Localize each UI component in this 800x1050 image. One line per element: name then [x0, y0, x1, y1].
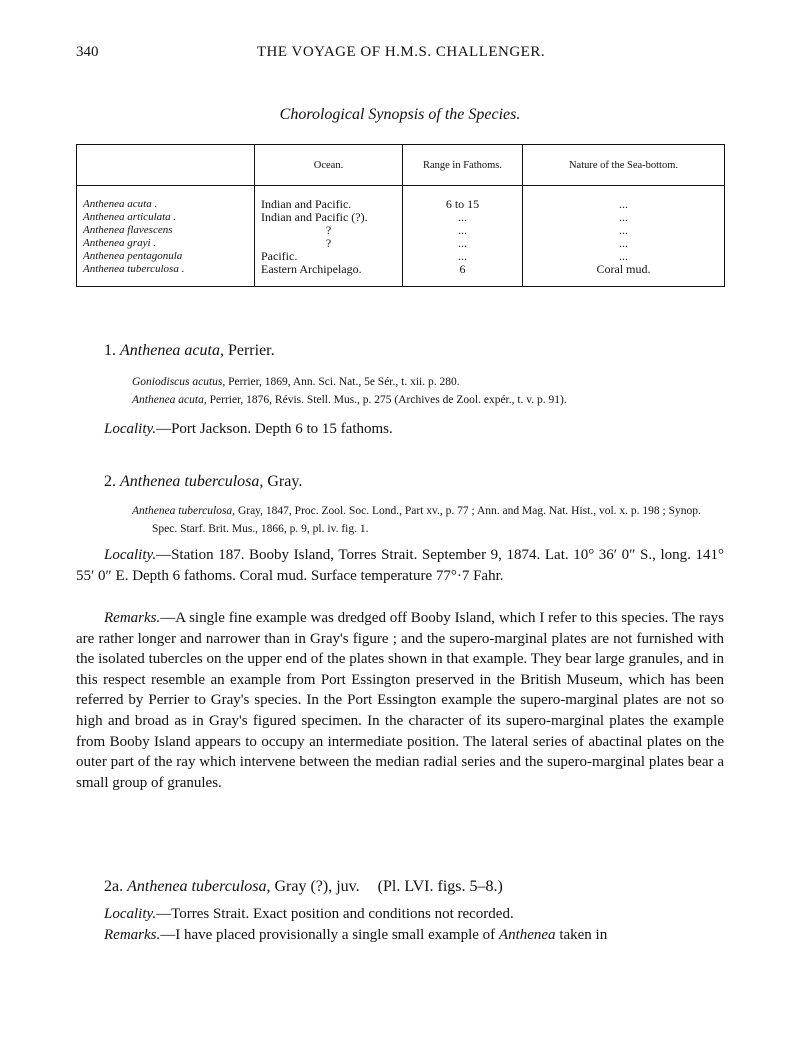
- species-author: Gray (?), juv.: [274, 878, 360, 895]
- header-ocean: Ocean.: [255, 145, 403, 186]
- ocean-cell: Indian and Pacific (?).: [255, 211, 403, 224]
- species-author: Gray.: [267, 473, 303, 490]
- synonym-ref: Perrier, 1869, Ann. Sci. Nat., 5e Sér., t. xii. p. 280.: [228, 376, 460, 388]
- species-cell: Anthenea acuta .: [83, 198, 158, 210]
- species-cell: Anthenea pentagonula: [83, 250, 183, 262]
- species-name: Anthenea acuta,: [120, 342, 224, 359]
- table-header-row: [77, 145, 725, 186]
- locality-label: Locality.: [104, 421, 157, 437]
- entry-number: 2.: [104, 473, 116, 490]
- entry-1-locality: [76, 419, 724, 440]
- range-cell: 6 to 15: [403, 186, 523, 212]
- remarks-label: Remarks.: [104, 610, 161, 626]
- synonym-ref: Gray, 1847, Proc. Zool. Soc. Lond., Part xv., p. 77 ; Ann. and Mag. Nat. Hist., vol. x. p. 198 ; Synop. Spec. Starf. Brit. Mus., 1866, p. 9, pl. iv. fig. 1.: [152, 505, 701, 535]
- synonym-name: Anthenea acuta,: [132, 394, 207, 406]
- table-row: [77, 263, 725, 287]
- table-row: [77, 186, 725, 212]
- synonym-ref: Perrier, 1876, Révis. Stell. Mus., p. 275 (Archives de Zool. expér., t. v. p. 91).: [209, 394, 567, 406]
- ocean-cell: Eastern Archipelago.: [255, 263, 403, 287]
- entry-2a-locality: [76, 904, 724, 925]
- entry-number: 2a.: [104, 878, 124, 895]
- locality-text: —Station 187. Booby Island, Torres Strait. September 9, 1874. Lat. 10° 36′ 0″ S., long. 141° 55′ 0″ E. Depth 6 fathoms. Coral mud. Surface temperature 77°·7 Fahr.: [76, 547, 724, 584]
- remarks-tail: taken in: [559, 927, 608, 943]
- entry-2a-heading: [104, 878, 503, 896]
- ocean-cell: Indian and Pacific.: [255, 186, 403, 212]
- header-range: Range in Fathoms.: [403, 145, 523, 186]
- ocean-cell: ?: [255, 224, 403, 237]
- locality-text: —Port Jackson. Depth 6 to 15 fathoms.: [156, 421, 393, 437]
- table-caption: Chorological Synopsis of the Species.: [279, 106, 521, 123]
- species-cell: Anthenea articulata .: [83, 211, 177, 223]
- range-cell: ...: [403, 250, 523, 263]
- header-bottom: Nature of the Sea-bottom.: [523, 145, 725, 186]
- page-number: 340: [76, 44, 99, 60]
- species-cell: Anthenea tuberculosa .: [83, 263, 185, 275]
- synonym-line: [132, 373, 732, 391]
- remarks-text: —I have placed provisionally a single small example of: [160, 927, 496, 943]
- entry-2-heading: [104, 473, 302, 491]
- locality-label: Locality.: [104, 547, 157, 563]
- entry-number: 1.: [104, 342, 116, 359]
- entry-2a-remarks: [76, 925, 724, 946]
- species-author: Perrier.: [227, 342, 275, 359]
- entry-2-synonymy: [132, 502, 724, 538]
- bottom-cell: Coral mud.: [523, 263, 725, 287]
- species-cell: Anthenea grayi .: [83, 237, 157, 249]
- bottom-cell: ...: [523, 186, 725, 212]
- species-name: Anthenea tuberculosa,: [120, 473, 264, 490]
- plate-reference: (Pl. LVI. figs. 5–8.): [377, 878, 503, 895]
- header-species: [77, 145, 255, 186]
- locality-label: Locality.: [104, 906, 157, 922]
- bottom-cell: ...: [523, 237, 725, 250]
- running-head: [76, 44, 726, 66]
- range-cell: 6: [403, 263, 523, 287]
- synonym-name: Anthenea tuberculosa,: [132, 505, 236, 517]
- synonym-line: [132, 391, 732, 409]
- entry-1-heading: [104, 342, 275, 360]
- ocean-cell: Pacific.: [255, 250, 403, 263]
- species-name: Anthenea tuberculosa,: [127, 878, 271, 895]
- species-cell: Anthenea flavescens: [83, 224, 173, 236]
- range-cell: ...: [403, 224, 523, 237]
- bottom-cell: ...: [523, 211, 725, 224]
- locality-text: —Torres Strait. Exact position and conditions not recorded.: [156, 906, 514, 922]
- range-cell: ...: [403, 237, 523, 250]
- synonym-name: Goniodiscus acutus,: [132, 376, 226, 388]
- bottom-cell: ...: [523, 224, 725, 237]
- remarks-label: Remarks.: [104, 927, 161, 943]
- ocean-cell: ?: [255, 237, 403, 250]
- range-cell: ...: [403, 211, 523, 224]
- entry-2-remarks: [76, 608, 724, 793]
- remarks-genus: Anthenea: [498, 927, 556, 943]
- remarks-text: —A single fine example was dredged off Booby Island, which I refer to this species. The rays are rather longer and narrower than in Gray's figure ; and the supero-marginal plates are not furnished with the isolated tubercles on the upper end of the plates shown in that example. They bear large granules, and in this respect resemble an example from Port Essington preserved in the British Museum, which has been referred by Perrier to Gray's species. In the Port Essington example the supero-marginal plates are not so high and broad as in Gray's figured specimen. In the character of its supero-marginal plates the example from Booby Island appears to occupy an intermediate position. The lateral series of abactinal plates on the outer part of the ray which intervene between the median radial series and the supero-marginal plates bear a small group of granules.: [76, 610, 724, 791]
- chorological-table: [76, 144, 725, 287]
- running-title: THE VOYAGE OF H.M.S. CHALLENGER.: [256, 44, 546, 60]
- entry-1-synonymy: [132, 373, 732, 409]
- entry-2-locality: [76, 545, 724, 586]
- bottom-cell: ...: [523, 250, 725, 263]
